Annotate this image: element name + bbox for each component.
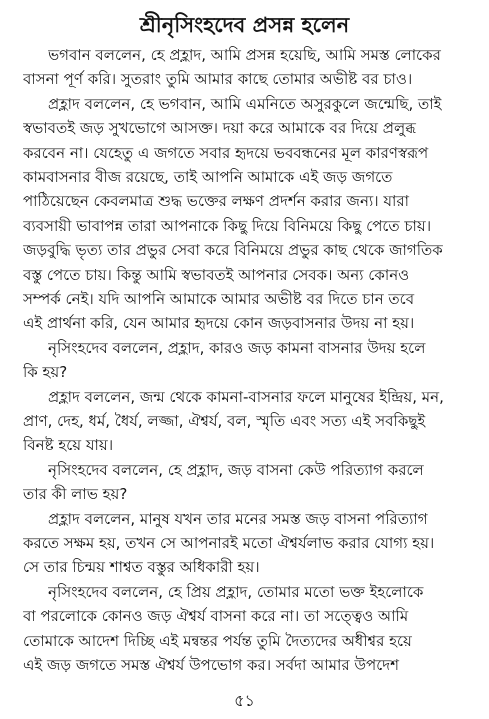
body-line: প্রহ্লাদ বললেন, মানুষ যখন তার মনের সমস্ত জড় বাসনা পরিত্যাগ bbox=[48, 509, 428, 528]
body-line: ভগবান বললেন, হে প্রহ্লাদ, আমি প্রসন্ন হয়েছি, আমি সমস্ত লোকের bbox=[48, 46, 441, 64]
body-line: নৃসিংহদেব বললেন, প্রহ্লাদ, কারও জড় কামনা বাসনার উদয় হলে bbox=[48, 338, 426, 357]
body-line: করবেন না। যেহেতু এ জগতে সবার হৃদয়ে ভববন্ধনের মূল কারণস্বরূপ bbox=[23, 143, 429, 162]
body-line: কি হয়? bbox=[23, 363, 68, 382]
body-line: করতে সক্ষম হয়, তখন সে আপনারই মতো ঐশ্বর্যলাভ করার যোগ্য হয়। bbox=[23, 534, 435, 552]
body-line: সম্পর্ক নেই। যদি আপনি আমাকে আমার অভীষ্ট বর দিতে চান তবে bbox=[23, 290, 415, 308]
body-line: এই জড় জগতে সমস্ত ঐশ্বর্য উপভোগ কর। সর্বদা আমার উপদেশ bbox=[23, 656, 399, 674]
body-line: জড়বুদ্ধি ভৃত্য তার প্রভুর সেবা করে বিনিময়ে প্রভুর কাছ থেকে জাগতিক bbox=[23, 241, 443, 260]
page-number: ৫১ bbox=[234, 691, 255, 710]
body-line: পাঠিয়েছেন কেবলমাত্র শুদ্ধ ভক্তের লক্ষণ প্রদর্শন করার জন্য। যারা bbox=[23, 192, 409, 211]
body-line: কামবাসনার বীজ রয়েছে, তাই আপনি আমাকে এই জড় জগতে bbox=[23, 168, 393, 186]
body-line: নৃসিংহদেব বললেন, হে প্রিয় প্রহ্লাদ, তোমার মতো ভক্ত ইহলোকে bbox=[48, 582, 424, 601]
body-line: প্রহ্লাদ বললেন, জন্ম থেকে কামনা-বাসনার ফলে মানুষের ইন্দ্রিয়, মন, bbox=[48, 387, 444, 406]
body-line: তোমাকে আদেশ দিচ্ছি এই মন্বন্তর পর্যন্ত তুমি দৈত্যদের অধীশ্বর হয়ে bbox=[23, 631, 412, 650]
body-line: বিনষ্ট হয়ে যায়। bbox=[23, 436, 114, 455]
body-line: ব্যবসায়ী ভাবাপন্ন তারা আপনাকে কিছু দিয়ে বিনিময়ে কিছু পেতে চায়। bbox=[23, 216, 432, 235]
body-line: বা পরলোকে কোনও জড় ঐশ্বর্য বাসনা করে না। তা সত্ত্বেও আমি bbox=[23, 607, 409, 626]
body-line: বাসনা পূর্ণ করি। সুতরাং তুমি আমার কাছে তোমার অভীষ্ট বর চাও। bbox=[23, 70, 413, 89]
body-line: এই প্রার্থনা করি, যেন আমার হৃদয়ে কোন জড়বাসনার উদয় না হয়। bbox=[23, 314, 415, 333]
chapter-title: শ্রীনৃসিংহদেব প্রসন্ন হলেন bbox=[139, 13, 350, 37]
body-line: প্রাণ, দেহ, ধর্ম, ধৈর্য, লজ্জা, ঐশ্বর্য, বল, স্মৃতি এবং সত্য এই সবকিছুই bbox=[23, 412, 426, 430]
body-line: নৃসিংহদেব বললেন, হে প্রহ্লাদ, জড় বাসনা কেউ পরিত্যাগ করলে bbox=[48, 460, 424, 479]
body-line: বস্তু পেতে চায়। কিন্তু আমি স্বভাবতই আপনার সেবক। অন্য কোনও bbox=[23, 265, 410, 284]
body-line: তার কী লাভ হয়? bbox=[23, 485, 128, 504]
body-line: স্বভাবতই জড় সুখভোগে আসক্ত। দয়া করে আমাকে বর দিয়ে প্রলুব্ধ bbox=[23, 119, 416, 138]
body-line: প্রহ্লাদ বললেন, হে ভগবান, আমি এমনিতে অসুরকুলে জন্মেছি, তাই bbox=[48, 94, 442, 113]
body-line: সে তার চিন্ময় শাশ্বত বস্তুর অধিকারী হয়। bbox=[23, 558, 260, 577]
